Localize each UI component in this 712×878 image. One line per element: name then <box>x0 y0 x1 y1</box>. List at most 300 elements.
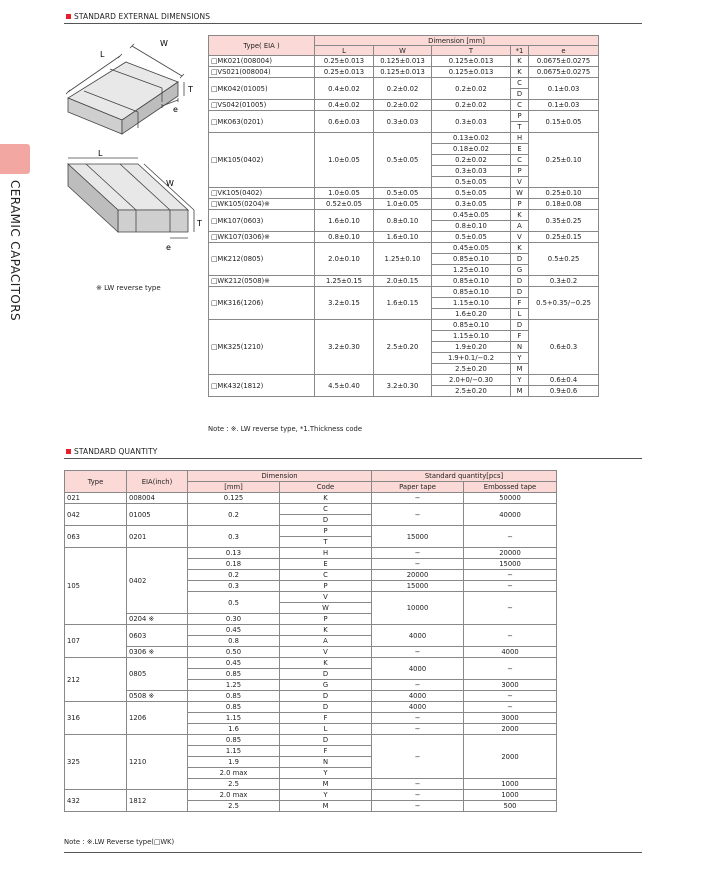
cell-code: M <box>511 386 529 397</box>
cell-L: 1.0±0.05 <box>315 133 374 188</box>
cell-q-paper: 10000 <box>372 592 464 625</box>
cell-q-paper: − <box>372 559 464 570</box>
cell-q-eia: 0201 <box>127 526 188 548</box>
cell-code: K <box>511 67 529 78</box>
cell-L: 2.0±0.10 <box>315 243 374 276</box>
dimension-row <box>209 56 599 67</box>
cell-code: K <box>511 210 529 221</box>
cell-q-code: D <box>280 702 372 713</box>
cell-q-code: K <box>280 658 372 669</box>
cell-q-mm: 0.85 <box>188 669 280 680</box>
cell-q-eia: 1210 <box>127 735 188 790</box>
cell-q-mm: 0.5 <box>188 592 280 614</box>
cell-T: 1.25±0.10 <box>432 265 511 276</box>
cell-code: D <box>511 276 529 287</box>
cell-L: 1.6±0.10 <box>315 210 374 232</box>
label-L2: L <box>98 149 103 158</box>
label-e2: e <box>166 243 171 252</box>
cell-W: 2.5±0.20 <box>374 320 432 375</box>
dimension-row <box>209 210 599 221</box>
q-header-code: Code <box>280 482 372 493</box>
cell-code: D <box>511 287 529 298</box>
cell-q-code: Y <box>280 768 372 779</box>
dimension-row <box>209 188 599 199</box>
cell-q-code: Y <box>280 790 372 801</box>
cell-code: V <box>511 177 529 188</box>
cell-q-code: P <box>280 526 372 537</box>
side-tab-marker <box>0 144 30 174</box>
cell-code: H <box>511 133 529 144</box>
q-header-type: Type <box>65 471 127 493</box>
cell-q-code: C <box>280 570 372 581</box>
cell-q-code: A <box>280 636 372 647</box>
cell-code: G <box>511 265 529 276</box>
cell-code: C <box>511 100 529 111</box>
cell-e: 0.25±0.10 <box>529 133 599 188</box>
cell-q-mm: 0.18 <box>188 559 280 570</box>
cell-e: 0.5±0.25 <box>529 243 599 276</box>
cell-e: 0.18±0.08 <box>529 199 599 210</box>
q-header-standard-quantity: Standard quantity[pcs] <box>372 471 557 482</box>
quantity-row <box>65 548 557 559</box>
header-T: T <box>432 46 511 56</box>
cell-q-eia: 0805 <box>127 658 188 691</box>
cell-code: C <box>511 78 529 89</box>
cell-code: Y <box>511 375 529 386</box>
cell-code: D <box>511 254 529 265</box>
cell-q-eia: 0306 ※ <box>127 647 188 658</box>
cell-q-code: P <box>280 581 372 592</box>
q-header-mm: [mm] <box>188 482 280 493</box>
cell-code: L <box>511 309 529 320</box>
cell-L: 0.4±0.02 <box>315 100 374 111</box>
dimension-table <box>208 35 599 397</box>
cell-T: 0.2±0.02 <box>432 78 511 100</box>
cell-code: T <box>511 122 529 133</box>
cell-q-paper: − <box>372 790 464 801</box>
cell-q-embossed: 2000 <box>464 724 557 735</box>
cell-code: K <box>511 243 529 254</box>
cell-q-eia: 0402 <box>127 548 188 614</box>
cell-q-type: 107 <box>65 625 127 658</box>
cell-W: 0.2±0.02 <box>374 78 432 100</box>
cell-q-embossed: − <box>464 691 557 702</box>
cell-q-code: E <box>280 559 372 570</box>
cell-q-mm: 0.85 <box>188 735 280 746</box>
cell-T: 0.5±0.05 <box>432 188 511 199</box>
header-e: e <box>529 46 599 56</box>
cell-q-code: D <box>280 735 372 746</box>
cell-code: P <box>511 111 529 122</box>
cell-W: 0.8±0.10 <box>374 210 432 232</box>
cell-code: P <box>511 199 529 210</box>
cell-q-type: 021 <box>65 493 127 504</box>
cell-e: 0.9±0.6 <box>529 386 599 397</box>
cell-T: 0.45±0.05 <box>432 210 511 221</box>
cell-q-embossed: 1000 <box>464 790 557 801</box>
q-header-paper: Paper tape <box>372 482 464 493</box>
cell-q-code: D <box>280 669 372 680</box>
cell-q-mm: 0.2 <box>188 570 280 581</box>
cell-L: 0.6±0.03 <box>315 111 374 133</box>
label-W: W <box>160 39 168 48</box>
cell-q-type: 063 <box>65 526 127 548</box>
label-L: L <box>100 50 105 59</box>
cell-q-embossed: 500 <box>464 801 557 812</box>
cell-q-mm: 0.30 <box>188 614 280 625</box>
cell-q-code: F <box>280 746 372 757</box>
cell-T: 0.3±0.03 <box>432 166 511 177</box>
cell-q-paper: 15000 <box>372 581 464 592</box>
label-W2: W <box>166 179 174 188</box>
q-header-embossed: Embossed tape <box>464 482 557 493</box>
cell-q-paper: − <box>372 504 464 526</box>
header-code: *1 <box>511 46 529 56</box>
cell-W: 3.2±0.30 <box>374 375 432 397</box>
cell-code: P <box>511 166 529 177</box>
cell-W: 1.0±0.05 <box>374 199 432 210</box>
cell-L: 0.4±0.02 <box>315 78 374 100</box>
cell-q-type: 212 <box>65 658 127 702</box>
dimension-row <box>209 320 599 331</box>
cell-q-paper: − <box>372 713 464 724</box>
quantity-row <box>65 790 557 801</box>
cell-q-mm: 0.50 <box>188 647 280 658</box>
cell-q-code: H <box>280 548 372 559</box>
cell-code: F <box>511 298 529 309</box>
cell-type: □VS021(008004) <box>209 67 315 78</box>
cell-q-paper: 20000 <box>372 570 464 581</box>
quantity-note: Note : ※.LW Reverse type(□WK) <box>64 838 175 846</box>
quantity-row <box>65 647 557 658</box>
cell-e: 0.6±0.3 <box>529 320 599 375</box>
cell-q-code: D <box>280 515 372 526</box>
cell-q-eia: 0508 ※ <box>127 691 188 702</box>
section-title-dimensions: STANDARD EXTERNAL DIMENSIONS <box>66 12 210 21</box>
cell-T: 0.18±0.02 <box>432 144 511 155</box>
dimension-row <box>209 276 599 287</box>
cell-q-mm: 2.5 <box>188 779 280 790</box>
cell-L: 3.2±0.30 <box>315 320 374 375</box>
cell-q-mm: 1.6 <box>188 724 280 735</box>
cell-q-mm: 2.0 max <box>188 790 280 801</box>
cell-code: C <box>511 155 529 166</box>
dimension-note: Note : ※. LW reverse type, *1.Thickness code <box>208 425 363 433</box>
cell-q-embossed: 40000 <box>464 504 557 526</box>
cell-q-paper: − <box>372 779 464 790</box>
cell-L: 3.2±0.15 <box>315 287 374 320</box>
cell-q-paper: − <box>372 801 464 812</box>
cell-code: D <box>511 89 529 100</box>
cell-code: W <box>511 188 529 199</box>
cell-q-embossed: − <box>464 570 557 581</box>
cell-q-paper: − <box>372 548 464 559</box>
cell-q-embossed: 50000 <box>464 493 557 504</box>
cell-e: 0.6±0.4 <box>529 375 599 386</box>
cell-W: 1.6±0.15 <box>374 287 432 320</box>
cell-T: 0.85±0.10 <box>432 320 511 331</box>
lw-reverse-note: ※ LW reverse type <box>96 284 161 292</box>
cell-W: 0.3±0.03 <box>374 111 432 133</box>
cell-T: 0.3±0.05 <box>432 199 511 210</box>
cell-L: 1.0±0.05 <box>315 188 374 199</box>
quantity-row <box>65 625 557 636</box>
cell-q-embossed: 20000 <box>464 548 557 559</box>
header-L: L <box>315 46 374 56</box>
cell-q-code: V <box>280 592 372 603</box>
cell-type: □WK107(0306)※ <box>209 232 315 243</box>
cell-T: 1.9±0.20 <box>432 342 511 353</box>
cell-q-embossed: 3000 <box>464 680 557 691</box>
dimension-row <box>209 232 599 243</box>
cell-T: 2.5±0.20 <box>432 386 511 397</box>
cell-T: 0.85±0.10 <box>432 276 511 287</box>
cell-q-paper: 4000 <box>372 658 464 680</box>
label-e: e <box>173 105 178 114</box>
cell-type: □MK316(1206) <box>209 287 315 320</box>
cell-code: Y <box>511 353 529 364</box>
cell-W: 1.6±0.10 <box>374 232 432 243</box>
cell-T: 1.15±0.10 <box>432 331 511 342</box>
cell-e: 0.3±0.2 <box>529 276 599 287</box>
cell-q-mm: 0.2 <box>188 504 280 526</box>
cell-q-code: G <box>280 680 372 691</box>
cell-q-code: P <box>280 614 372 625</box>
cell-T: 2.5±0.20 <box>432 364 511 375</box>
cell-T: 0.8±0.10 <box>432 221 511 232</box>
lw-reverse-diagram <box>60 146 210 270</box>
quantity-row <box>65 493 557 504</box>
label-T: T <box>188 85 193 94</box>
cell-q-code: D <box>280 691 372 702</box>
cell-L: 0.25±0.013 <box>315 56 374 67</box>
cell-T: 1.9+0.1/−0.2 <box>432 353 511 364</box>
cell-q-paper: − <box>372 680 464 691</box>
cell-e: 0.0675±0.0275 <box>529 56 599 67</box>
cell-q-mm: 2.5 <box>188 801 280 812</box>
cell-T: 2.0+0/−0.30 <box>432 375 511 386</box>
cell-q-embossed: 4000 <box>464 647 557 658</box>
section-title-quantity: STANDARD QUANTITY <box>66 447 157 456</box>
cell-q-paper: − <box>372 724 464 735</box>
cell-q-code: M <box>280 779 372 790</box>
cell-type: □VS042(01005) <box>209 100 315 111</box>
q-header-dimension: Dimension <box>188 471 372 482</box>
cell-q-code: K <box>280 493 372 504</box>
cell-code: V <box>511 232 529 243</box>
cell-L: 0.52±0.05 <box>315 199 374 210</box>
cell-q-code: K <box>280 625 372 636</box>
cell-q-paper: 4000 <box>372 702 464 713</box>
cell-W: 0.125±0.013 <box>374 56 432 67</box>
cell-L: 0.25±0.013 <box>315 67 374 78</box>
cell-q-paper: − <box>372 735 464 779</box>
cell-q-eia: 01005 <box>127 504 188 526</box>
label-T2: T <box>197 219 202 228</box>
cell-T: 0.85±0.10 <box>432 287 511 298</box>
cell-code: A <box>511 221 529 232</box>
cell-q-type: 042 <box>65 504 127 526</box>
cell-code: F <box>511 331 529 342</box>
q-header-eia: EIA(inch) <box>127 471 188 493</box>
cell-type: □MK042(01005) <box>209 78 315 100</box>
cell-q-code: C <box>280 504 372 515</box>
dimension-row <box>209 67 599 78</box>
side-label: CERAMIC CAPACITORS <box>8 180 22 322</box>
quantity-row <box>65 691 557 702</box>
cell-q-paper: 4000 <box>372 625 464 647</box>
cell-q-paper: − <box>372 493 464 504</box>
cell-W: 0.5±0.05 <box>374 188 432 199</box>
cell-e: 0.25±0.15 <box>529 232 599 243</box>
cell-code: D <box>511 320 529 331</box>
cell-e: 0.15±0.05 <box>529 111 599 133</box>
cell-q-mm: 0.8 <box>188 636 280 647</box>
cell-L: 4.5±0.40 <box>315 375 374 397</box>
cell-T: 1.6±0.20 <box>432 309 511 320</box>
dimension-row <box>209 375 599 386</box>
capacitor-dimension-diagram <box>60 32 210 136</box>
dimension-row <box>209 100 599 111</box>
cell-W: 2.0±0.15 <box>374 276 432 287</box>
cell-q-embossed: − <box>464 658 557 680</box>
cell-type: □MK107(0603) <box>209 210 315 232</box>
cell-q-mm: 0.3 <box>188 526 280 548</box>
cell-T: 0.2±0.02 <box>432 100 511 111</box>
cell-L: 1.25±0.15 <box>315 276 374 287</box>
cell-q-code: F <box>280 713 372 724</box>
cell-q-mm: 0.3 <box>188 581 280 592</box>
cell-code: M <box>511 364 529 375</box>
cell-T: 0.85±0.10 <box>432 254 511 265</box>
cell-type: □WK105(0204)※ <box>209 199 315 210</box>
cell-q-embossed: 3000 <box>464 713 557 724</box>
cell-q-mm: 1.15 <box>188 713 280 724</box>
quantity-row <box>65 504 557 515</box>
quantity-row <box>65 526 557 537</box>
cell-q-embossed: 2000 <box>464 735 557 779</box>
cell-q-eia: 0603 <box>127 625 188 647</box>
cell-e: 0.35±0.25 <box>529 210 599 232</box>
cell-q-embossed: − <box>464 625 557 647</box>
cell-T: 0.3±0.03 <box>432 111 511 133</box>
cell-type: □MK021(008004) <box>209 56 315 67</box>
header-W: W <box>374 46 432 56</box>
dimension-row <box>209 287 599 298</box>
cell-q-code: W <box>280 603 372 614</box>
quantity-row <box>65 735 557 746</box>
cell-type: □MK212(0805) <box>209 243 315 276</box>
cell-q-paper: 15000 <box>372 526 464 548</box>
header-dimension: Dimension [mm] <box>315 36 599 46</box>
cell-q-code: L <box>280 724 372 735</box>
bottom-rule <box>64 852 642 853</box>
cell-type: □MK105(0402) <box>209 133 315 188</box>
dimension-row <box>209 133 599 144</box>
cell-q-mm: 0.125 <box>188 493 280 504</box>
section-rule <box>64 23 642 24</box>
cell-code: K <box>511 56 529 67</box>
cell-q-embossed: − <box>464 581 557 592</box>
cell-q-type: 316 <box>65 702 127 735</box>
cell-e: 0.0675±0.0275 <box>529 67 599 78</box>
section-rule-2 <box>64 458 642 459</box>
cell-q-type: 325 <box>65 735 127 790</box>
cell-q-embossed: − <box>464 702 557 713</box>
cell-type: □MK325(1210) <box>209 320 315 375</box>
dimension-row <box>209 199 599 210</box>
cell-T: 0.125±0.013 <box>432 67 511 78</box>
cell-T: 0.13±0.02 <box>432 133 511 144</box>
cell-type: □WK212(0508)※ <box>209 276 315 287</box>
cell-type: □MK063(0201) <box>209 111 315 133</box>
dimension-row <box>209 111 599 122</box>
cell-W: 0.5±0.05 <box>374 133 432 188</box>
cell-type: □MK432(1812) <box>209 375 315 397</box>
cell-W: 0.125±0.013 <box>374 67 432 78</box>
cell-e: 0.1±0.03 <box>529 100 599 111</box>
cell-q-mm: 2.0 max <box>188 768 280 779</box>
cell-q-code: T <box>280 537 372 548</box>
cell-q-embossed: 15000 <box>464 559 557 570</box>
cell-code: N <box>511 342 529 353</box>
cell-q-mm: 0.85 <box>188 702 280 713</box>
cell-q-mm: 1.25 <box>188 680 280 691</box>
cell-code: E <box>511 144 529 155</box>
cell-q-code: V <box>280 647 372 658</box>
cell-q-mm: 1.15 <box>188 746 280 757</box>
quantity-row <box>65 702 557 713</box>
cell-q-embossed: − <box>464 526 557 548</box>
quantity-row <box>65 658 557 669</box>
cell-q-code: N <box>280 757 372 768</box>
cell-q-eia: 1206 <box>127 702 188 735</box>
cell-L: 0.8±0.10 <box>315 232 374 243</box>
cell-q-eia: 0204 ※ <box>127 614 188 625</box>
dimension-row <box>209 243 599 254</box>
cell-T: 0.5±0.05 <box>432 232 511 243</box>
cell-q-paper: − <box>372 647 464 658</box>
cell-e: 0.25±0.10 <box>529 188 599 199</box>
cell-q-type: 105 <box>65 548 127 625</box>
cell-q-mm: 0.45 <box>188 658 280 669</box>
cell-T: 1.15±0.10 <box>432 298 511 309</box>
cell-q-embossed: − <box>464 592 557 625</box>
cell-q-mm: 0.85 <box>188 691 280 702</box>
cell-W: 0.2±0.02 <box>374 100 432 111</box>
cell-q-code: M <box>280 801 372 812</box>
cell-q-eia: 1812 <box>127 790 188 812</box>
cell-T: 0.5±0.05 <box>432 177 511 188</box>
cell-q-mm: 0.45 <box>188 625 280 636</box>
cell-q-eia: 008004 <box>127 493 188 504</box>
cell-type: □VK105(0402) <box>209 188 315 199</box>
cell-T: 0.2±0.02 <box>432 155 511 166</box>
header-type: Type( EIA ) <box>209 36 315 56</box>
cell-T: 0.45±0.05 <box>432 243 511 254</box>
cell-q-mm: 1.9 <box>188 757 280 768</box>
cell-e: 0.5+0.35/−0.25 <box>529 287 599 320</box>
cell-W: 1.25±0.10 <box>374 243 432 276</box>
cell-e: 0.1±0.03 <box>529 78 599 100</box>
dimension-row <box>209 78 599 89</box>
cell-q-mm: 0.13 <box>188 548 280 559</box>
cell-T: 0.125±0.013 <box>432 56 511 67</box>
cell-q-type: 432 <box>65 790 127 812</box>
quantity-table <box>64 470 557 812</box>
cell-q-paper: 4000 <box>372 691 464 702</box>
cell-q-embossed: 1000 <box>464 779 557 790</box>
